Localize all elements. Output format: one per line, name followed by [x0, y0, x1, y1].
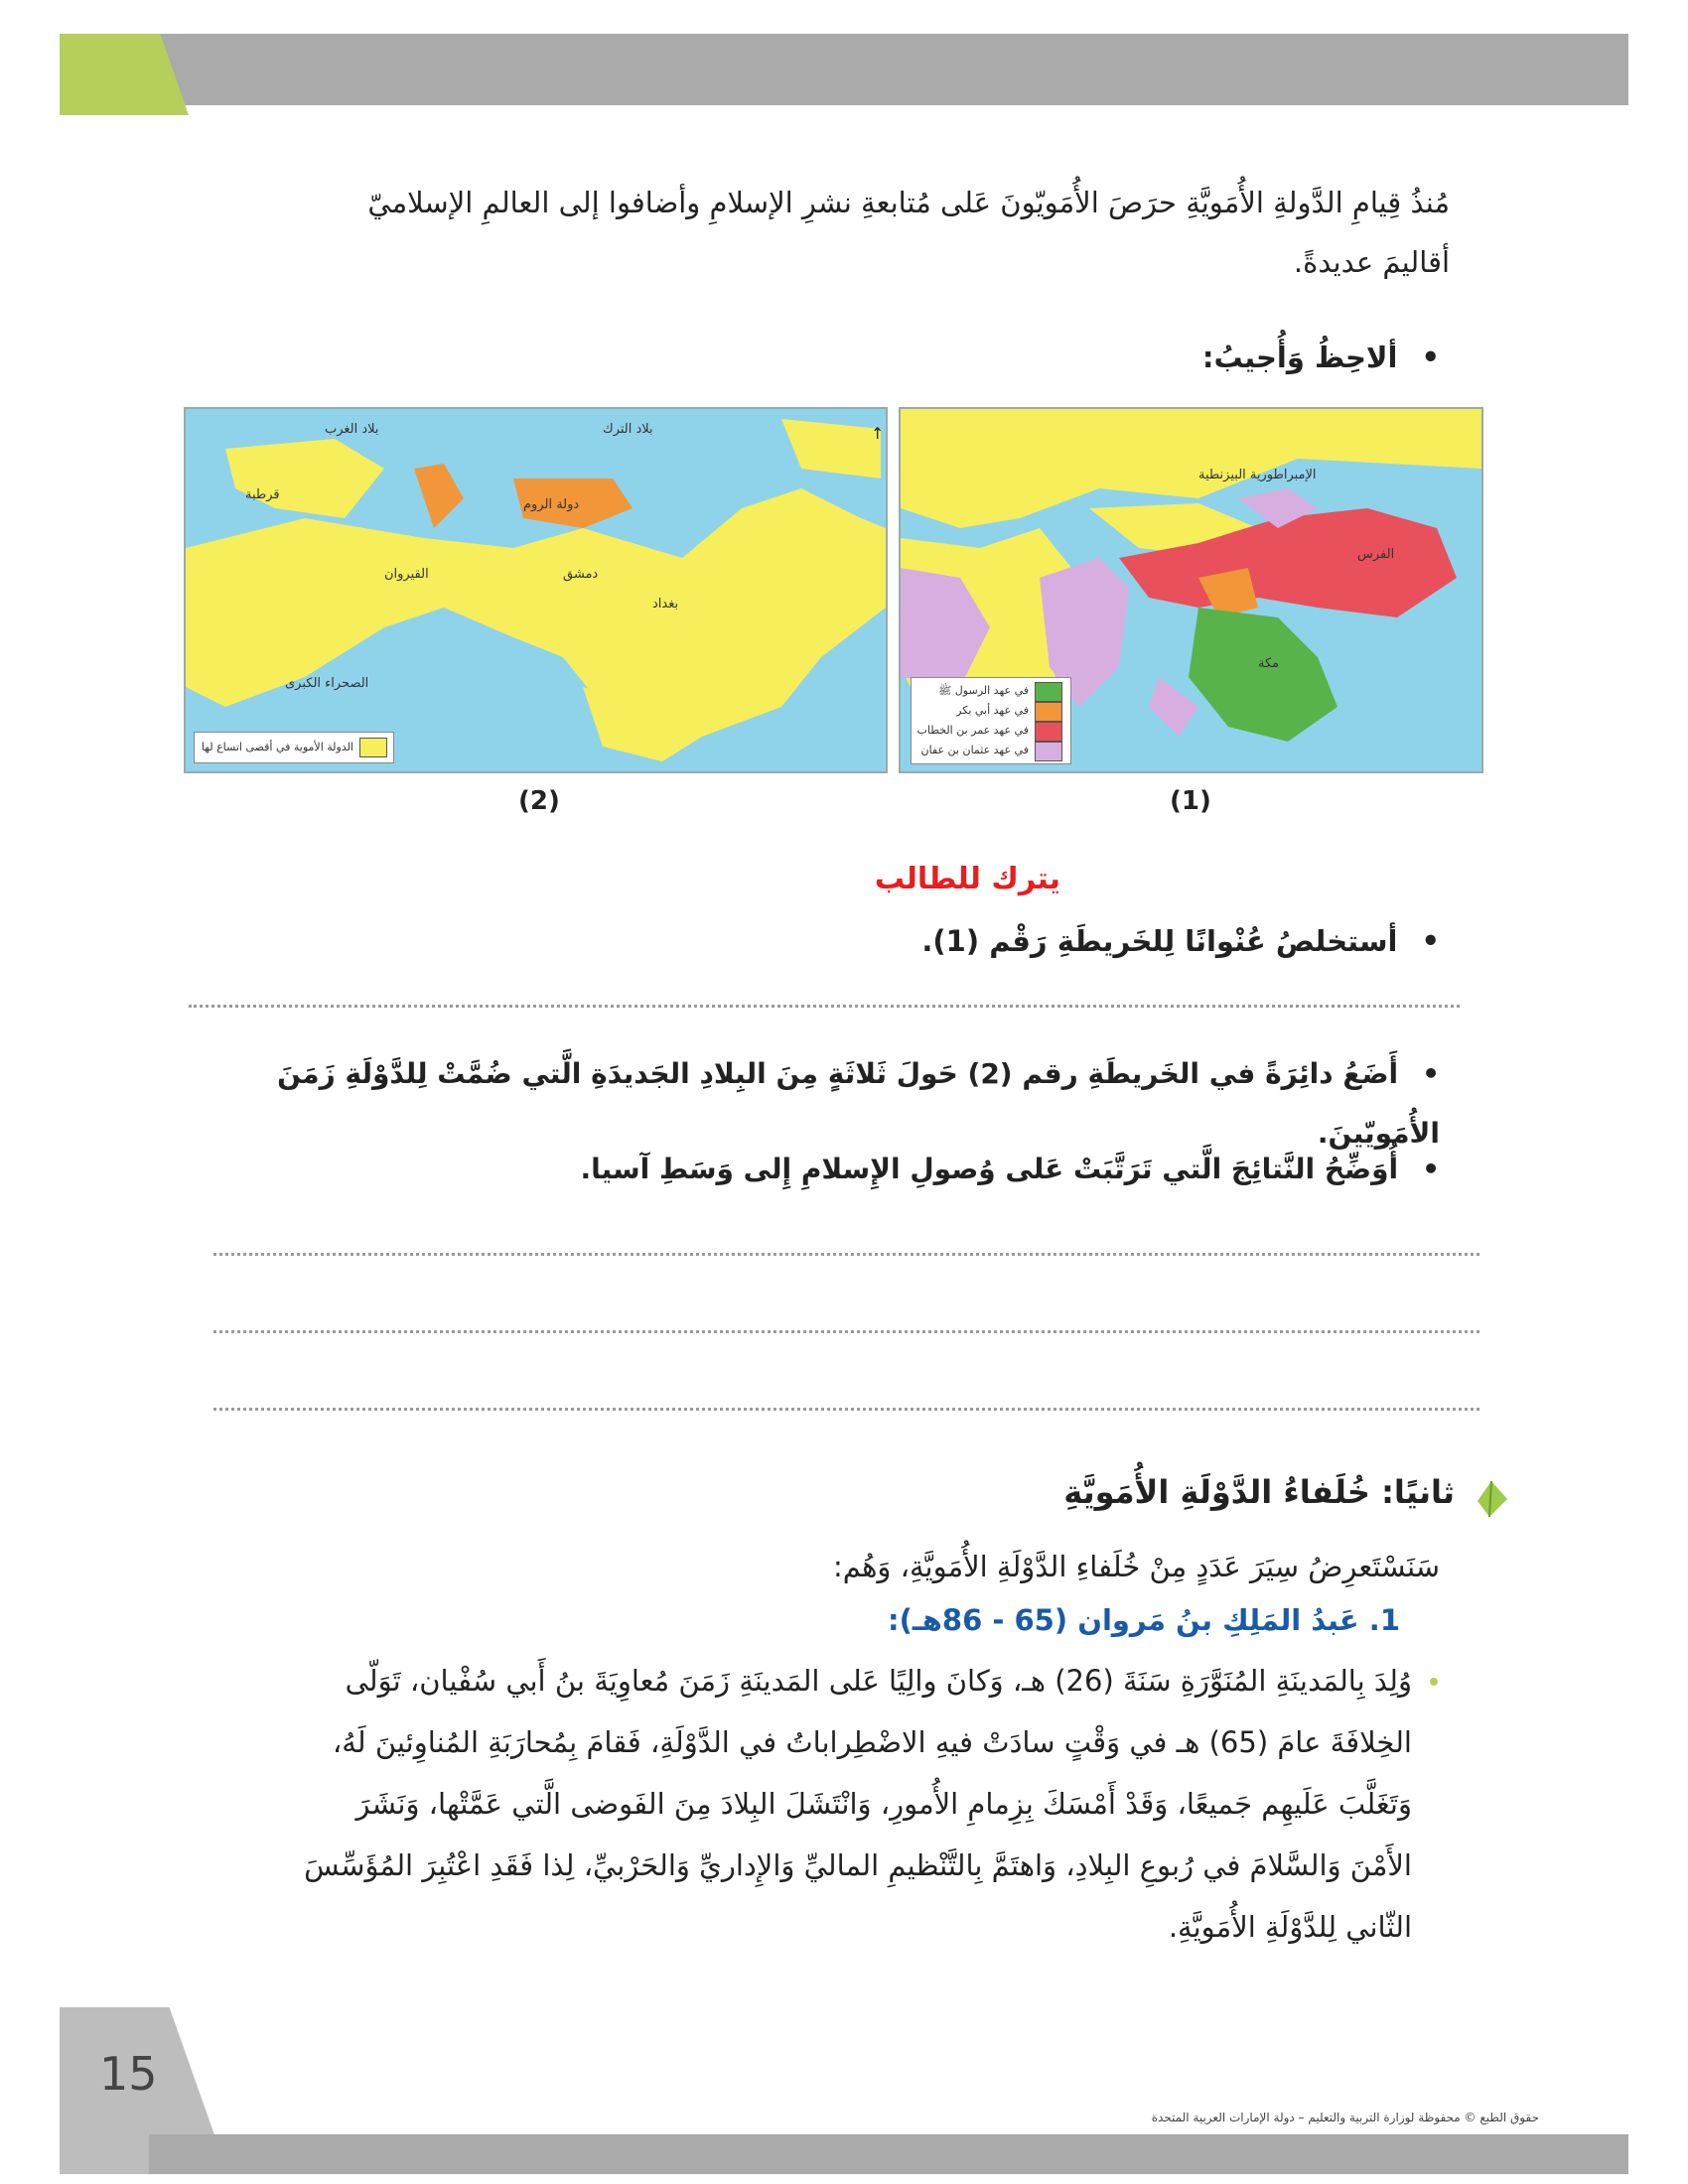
map2-label-damascus: دمشق: [563, 567, 599, 582]
observe-answer-label: • ألاحِظُ وَأُجيبُ:: [1202, 328, 1440, 387]
map2-umayyad-extent: [186, 488, 886, 737]
answer-line-1[interactable]: [189, 1005, 1460, 1008]
map2-legend-text: الدولة الأموية في أقصى اتساع لها: [201, 741, 353, 753]
map2-label-rome: دولة الروم: [523, 497, 580, 512]
map2-land-iberia: [225, 439, 384, 518]
map2-label-west: بلاد الغرب: [325, 422, 379, 437]
body-line: الأَمْنَ وَالسَّلامَ في رُبوعِ البِلادِ، وَاهتَمَّ بِالتَّنْظيمِ الماليِّ وَالإِداريِّ وَالحَرْبيِّ، لِذا فَقَدِ اعْتُبِرَ المُؤَسِّسَ: [304, 1848, 1412, 1882]
map1-label-persia: الفرس: [1357, 547, 1395, 562]
body-bullet: [1430, 1678, 1438, 1686]
caliph-item-title: 1. عَبدُ المَلِكِ بنُ مَروان (65 - 86هـ):: [888, 1603, 1400, 1637]
leaf-icon: [1472, 1479, 1511, 1519]
section-intro: سَنَسْتَعرِضُ سِيَرَ عَدَدٍ مِنْ خُلَفاءِ الدَّوْلَةِ الأُمَويَّةِ، وَهُم:: [833, 1550, 1440, 1583]
intro-line-2: أقاليمَ عديدةً.: [1293, 245, 1450, 279]
legend-item-1: في عهد الرسول ﷺ: [938, 684, 1029, 697]
legend-swatch-purple: [1035, 742, 1062, 761]
map2-label-cordoba: قرطبة: [245, 487, 280, 502]
map2-land-turk: [781, 419, 881, 478]
map-1-caption: (1): [1170, 786, 1211, 816]
answer-line-4[interactable]: [213, 1408, 1479, 1411]
map1-label-byzantine: الإمبراطورية البيزنطية: [1198, 468, 1317, 482]
page-number: 15: [99, 2047, 158, 2101]
intro-line-1: مُنذُ قِيامِ الدَّولةِ الأُمَويَّةِ حرَصَ الأُمَويّونَ عَلى مُتابعةِ نشرِ الإسلامِ وأضافوا إلى العالمِ الإسلاميّ: [367, 186, 1450, 219]
map2-label-sahara: الصحراء الكبرى: [285, 676, 369, 691]
map2-label-kairouan: القيروان: [384, 567, 429, 582]
legend-swatch-yellow: [359, 738, 387, 757]
map1-green-prophet: [1189, 608, 1337, 742]
map2-label-baghdad: بغداد: [652, 597, 679, 612]
legend-swatch-red: [1035, 722, 1062, 742]
legend-item-2: في عهد أبي بكر: [956, 704, 1029, 717]
legend-item-4: في عهد عثمان بن عفان: [920, 744, 1029, 756]
map2-north-arrow: ↑: [871, 424, 885, 443]
body-line: وُلِدَ بِالمَدينَةِ المُنَوَّرَةِ سَنَةَ (26) هـ، وَكانَ والِيًا عَلى المَدينَةِ زَمَنَ مُعاوِيَةَ بنُ أَبي سُفْيان، تَوَلّى: [345, 1664, 1412, 1698]
legend-swatch-green: [1035, 682, 1062, 702]
question-1: • أستخلصُ عُنْوانًا لِلخَريطَةِ رَقْم (1).: [921, 911, 1440, 971]
map1-label-mecca: مكة: [1258, 656, 1280, 671]
map-1: [899, 407, 1483, 773]
caliph-body-paragraph: [181, 1650, 1412, 1958]
legend-swatch-orange: [1035, 702, 1062, 722]
map2-label-turk: بلاد الترك: [603, 422, 653, 437]
header-band: [149, 34, 1628, 105]
student-note: يترك للطالب: [874, 862, 1060, 896]
map2-italy: [414, 464, 464, 528]
map-2-caption: (2): [518, 786, 560, 816]
answer-line-3[interactable]: [213, 1330, 1479, 1333]
map-2-drawing: [186, 409, 886, 771]
map2-legend: [194, 732, 394, 763]
body-line: وَتَغَلَّبَ عَلَيهِم جَميعًا، وَقَدْ أَمْسَكَ بِزِمامِ الأُمورِ، وَانْتَشَلَ البِلادَ مِنَ الفَوضى الَّتي عَمَّتْها، وَنَشَرَ: [355, 1787, 1412, 1821]
copyright-text: حقوق الطبع © محفوظة لوزارة التربية والتعليم – دولة الإمارات العربية المتحدة: [1151, 2111, 1539, 2124]
question-2: • أَضَعُ دائِرَةً في الخَريطَةِ رقم (2) حَولَ ثَلاثَةٍ مِنَ البِلادِ الجَديدَةِ الَّتي ضُمَّتْ لِلدَّوْلَةِ زَمَنَ الأُمَويّينَ.: [149, 1044, 1440, 1163]
question-3: • أُوَضِّحُ النَّتائِجَ الَّتي تَرَتَّبَتْ عَلى وُصولِ الإِسلامِ إِلى وَسَطِ آسيا.: [581, 1140, 1440, 1199]
legend-item-3: في عهد عمر بن الخطاب: [916, 724, 1029, 737]
section-title: ثانيًا: خُلَفاءُ الدَّوْلَةِ الأُمَويَّةِ: [1063, 1473, 1455, 1511]
intro-paragraph: [209, 173, 1450, 292]
map-2: [184, 407, 888, 773]
map1-legend: [911, 677, 1071, 764]
body-line: الخِلافَةَ عامَ (65) هـ في وَقْتٍ سادَتْ فيهِ الاضْطِراباتُ في الدَّوْلَةِ، فَقامَ بِمُحارَبَةِ المُناوِئينَ لَهُ،: [332, 1725, 1412, 1759]
answer-line-2[interactable]: [213, 1253, 1479, 1256]
map1-purple-nubia: [1149, 677, 1198, 737]
body-line: الثّاني لِلدَّوْلَةِ الأُمَويَّةِ.: [1168, 1910, 1412, 1944]
footer-band: [149, 2134, 1628, 2174]
